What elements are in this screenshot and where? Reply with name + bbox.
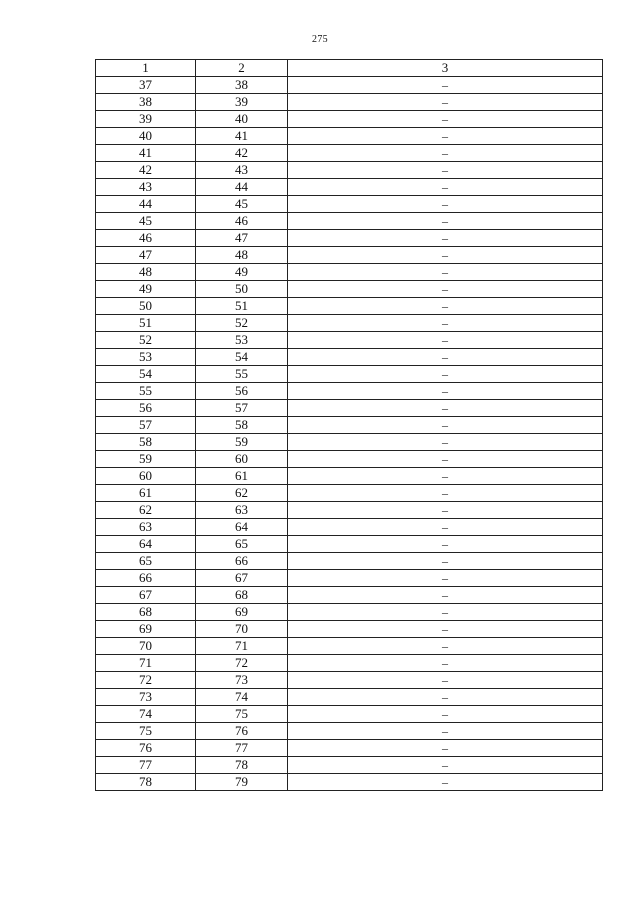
table-cell-col-3: – xyxy=(288,213,603,230)
table-cell-col-1: 42 xyxy=(96,162,196,179)
table-cell-col-3: – xyxy=(288,604,603,621)
table-cell-col-2: 64 xyxy=(196,519,288,536)
table-cell-col-3: – xyxy=(288,128,603,145)
table-cell-col-3: – xyxy=(288,621,603,638)
table-cell-col-1: 61 xyxy=(96,485,196,502)
table-cell-col-2: 62 xyxy=(196,485,288,502)
table-cell-col-1: 65 xyxy=(96,553,196,570)
table-cell-col-1: 62 xyxy=(96,502,196,519)
table-cell-col-3: – xyxy=(288,162,603,179)
table-cell-col-1: 70 xyxy=(96,638,196,655)
table-cell-col-1: 78 xyxy=(96,774,196,791)
page-number: 275 xyxy=(312,34,328,45)
table-cell-col-2: 65 xyxy=(196,536,288,553)
table-row xyxy=(96,281,603,298)
table-cell-col-3: – xyxy=(288,77,603,94)
table-cell-col-3: – xyxy=(288,434,603,451)
table-row xyxy=(96,740,603,757)
table-cell-col-3: – xyxy=(288,315,603,332)
table-row xyxy=(96,451,603,468)
table-cell-col-2: 52 xyxy=(196,315,288,332)
table-cell-col-3: – xyxy=(288,417,603,434)
table-cell-col-3: – xyxy=(288,298,603,315)
table-row xyxy=(96,672,603,689)
table-cell-col-2: 60 xyxy=(196,451,288,468)
table-cell-col-3: – xyxy=(288,723,603,740)
table-cell-col-1: 43 xyxy=(96,179,196,196)
table-cell-col-1: 56 xyxy=(96,400,196,417)
table-cell-col-2: 42 xyxy=(196,145,288,162)
table-row xyxy=(96,553,603,570)
table-cell-col-2: 77 xyxy=(196,740,288,757)
table-cell-col-1: 76 xyxy=(96,740,196,757)
table-cell-col-1: 59 xyxy=(96,451,196,468)
table-row xyxy=(96,689,603,706)
table-cell-col-2: 59 xyxy=(196,434,288,451)
table-cell-col-3: – xyxy=(288,502,603,519)
table-row xyxy=(96,400,603,417)
table-cell-col-3: – xyxy=(288,468,603,485)
table-row xyxy=(96,468,603,485)
table-row xyxy=(96,315,603,332)
table-cell-col-1: 68 xyxy=(96,604,196,621)
table-cell-col-3: – xyxy=(288,672,603,689)
table-cell-col-2: 69 xyxy=(196,604,288,621)
table-cell-col-1: 63 xyxy=(96,519,196,536)
table-cell-col-1: 41 xyxy=(96,145,196,162)
data-table xyxy=(95,59,603,791)
table-cell-col-2: 55 xyxy=(196,366,288,383)
table-cell-col-2: 41 xyxy=(196,128,288,145)
table-cell-col-2: 38 xyxy=(196,77,288,94)
table-row xyxy=(96,179,603,196)
table-cell-col-2: 40 xyxy=(196,111,288,128)
table-cell-col-1: 73 xyxy=(96,689,196,706)
table-cell-col-2: 53 xyxy=(196,332,288,349)
table-cell-col-3: – xyxy=(288,281,603,298)
table-cell-col-2: 78 xyxy=(196,757,288,774)
table-row xyxy=(96,434,603,451)
table-row xyxy=(96,638,603,655)
table-cell-col-2: 73 xyxy=(196,672,288,689)
table-cell-col-3: – xyxy=(288,451,603,468)
table-cell-col-1: 51 xyxy=(96,315,196,332)
table-row xyxy=(96,366,603,383)
table-row xyxy=(96,111,603,128)
table-cell-col-1: 58 xyxy=(96,434,196,451)
table-cell-col-3: – xyxy=(288,349,603,366)
table-cell-col-1: 47 xyxy=(96,247,196,264)
table-cell-col-2: 44 xyxy=(196,179,288,196)
table-cell-col-1: 49 xyxy=(96,281,196,298)
table-cell-col-3: – xyxy=(288,400,603,417)
table-cell-col-2: 58 xyxy=(196,417,288,434)
table-cell-col-3: – xyxy=(288,366,603,383)
table-cell-col-2: 50 xyxy=(196,281,288,298)
table-cell-col-2: 74 xyxy=(196,689,288,706)
table-cell-col-1: 37 xyxy=(96,77,196,94)
column-header-1: 1 xyxy=(96,60,196,77)
table-body xyxy=(96,77,603,791)
table-cell-col-3: – xyxy=(288,536,603,553)
table-row xyxy=(96,128,603,145)
table-row xyxy=(96,621,603,638)
table-row xyxy=(96,247,603,264)
table-cell-col-3: – xyxy=(288,570,603,587)
table-cell-col-3: – xyxy=(288,587,603,604)
table-cell-col-3: – xyxy=(288,740,603,757)
table-cell-col-2: 68 xyxy=(196,587,288,604)
table-cell-col-1: 74 xyxy=(96,706,196,723)
table-cell-col-3: – xyxy=(288,655,603,672)
table-cell-col-1: 50 xyxy=(96,298,196,315)
table-cell-col-1: 45 xyxy=(96,213,196,230)
table-cell-col-2: 71 xyxy=(196,638,288,655)
column-header-3: 3 xyxy=(288,60,603,77)
table-row xyxy=(96,706,603,723)
table-cell-col-1: 75 xyxy=(96,723,196,740)
table-row xyxy=(96,77,603,94)
table-cell-col-1: 72 xyxy=(96,672,196,689)
table-cell-col-1: 44 xyxy=(96,196,196,213)
table-cell-col-2: 48 xyxy=(196,247,288,264)
table-cell-col-2: 75 xyxy=(196,706,288,723)
table-cell-col-1: 38 xyxy=(96,94,196,111)
table-cell-col-2: 54 xyxy=(196,349,288,366)
table-row xyxy=(96,587,603,604)
table-row xyxy=(96,519,603,536)
table-cell-col-1: 46 xyxy=(96,230,196,247)
table-row xyxy=(96,264,603,281)
table-cell-col-3: – xyxy=(288,774,603,791)
table-cell-col-3: – xyxy=(288,111,603,128)
table-row xyxy=(96,757,603,774)
table-cell-col-2: 67 xyxy=(196,570,288,587)
table-cell-col-3: – xyxy=(288,706,603,723)
header-row xyxy=(96,60,603,77)
table-cell-col-3: – xyxy=(288,94,603,111)
table-cell-col-2: 51 xyxy=(196,298,288,315)
table-cell-col-2: 70 xyxy=(196,621,288,638)
table-row xyxy=(96,417,603,434)
table-row xyxy=(96,570,603,587)
table-cell-col-1: 48 xyxy=(96,264,196,281)
table-cell-col-3: – xyxy=(288,196,603,213)
table-cell-col-2: 61 xyxy=(196,468,288,485)
table-cell-col-3: – xyxy=(288,247,603,264)
table-row xyxy=(96,230,603,247)
table-cell-col-2: 79 xyxy=(196,774,288,791)
table-row xyxy=(96,655,603,672)
table-row xyxy=(96,162,603,179)
table-cell-col-3: – xyxy=(288,553,603,570)
table-row xyxy=(96,502,603,519)
table-cell-col-1: 57 xyxy=(96,417,196,434)
table-cell-col-3: – xyxy=(288,757,603,774)
table-cell-col-3: – xyxy=(288,179,603,196)
table-cell-col-2: 66 xyxy=(196,553,288,570)
table-row xyxy=(96,604,603,621)
table-cell-col-2: 47 xyxy=(196,230,288,247)
table-cell-col-2: 57 xyxy=(196,400,288,417)
table-cell-col-2: 56 xyxy=(196,383,288,400)
table-row xyxy=(96,298,603,315)
table-cell-col-2: 76 xyxy=(196,723,288,740)
table-row xyxy=(96,196,603,213)
column-header-2: 2 xyxy=(196,60,288,77)
table-cell-col-3: – xyxy=(288,485,603,502)
table-cell-col-1: 71 xyxy=(96,655,196,672)
table-cell-col-2: 43 xyxy=(196,162,288,179)
table-row xyxy=(96,485,603,502)
table-cell-col-1: 69 xyxy=(96,621,196,638)
table-cell-col-1: 40 xyxy=(96,128,196,145)
table-cell-col-1: 54 xyxy=(96,366,196,383)
table-cell-col-3: – xyxy=(288,519,603,536)
table-cell-col-1: 77 xyxy=(96,757,196,774)
table-row xyxy=(96,145,603,162)
table-row xyxy=(96,536,603,553)
table-cell-col-1: 67 xyxy=(96,587,196,604)
table-header xyxy=(96,60,603,77)
table-row xyxy=(96,94,603,111)
table-cell-col-3: – xyxy=(288,638,603,655)
table-cell-col-3: – xyxy=(288,332,603,349)
table-cell-col-1: 55 xyxy=(96,383,196,400)
table-cell-col-1: 66 xyxy=(96,570,196,587)
table-cell-col-1: 39 xyxy=(96,111,196,128)
table-cell-col-2: 45 xyxy=(196,196,288,213)
table-cell-col-3: – xyxy=(288,689,603,706)
table-cell-col-3: – xyxy=(288,264,603,281)
table-row xyxy=(96,332,603,349)
table-cell-col-1: 52 xyxy=(96,332,196,349)
table-row xyxy=(96,383,603,400)
table-cell-col-2: 72 xyxy=(196,655,288,672)
table-cell-col-2: 49 xyxy=(196,264,288,281)
table-cell-col-1: 64 xyxy=(96,536,196,553)
table-row xyxy=(96,349,603,366)
table-cell-col-1: 53 xyxy=(96,349,196,366)
table-cell-col-2: 63 xyxy=(196,502,288,519)
table-cell-col-1: 60 xyxy=(96,468,196,485)
table-row xyxy=(96,723,603,740)
table-cell-col-2: 39 xyxy=(196,94,288,111)
table-cell-col-2: 46 xyxy=(196,213,288,230)
table-row xyxy=(96,213,603,230)
table-cell-col-3: – xyxy=(288,383,603,400)
table-row xyxy=(96,774,603,791)
table-cell-col-3: – xyxy=(288,230,603,247)
table-cell-col-3: – xyxy=(288,145,603,162)
